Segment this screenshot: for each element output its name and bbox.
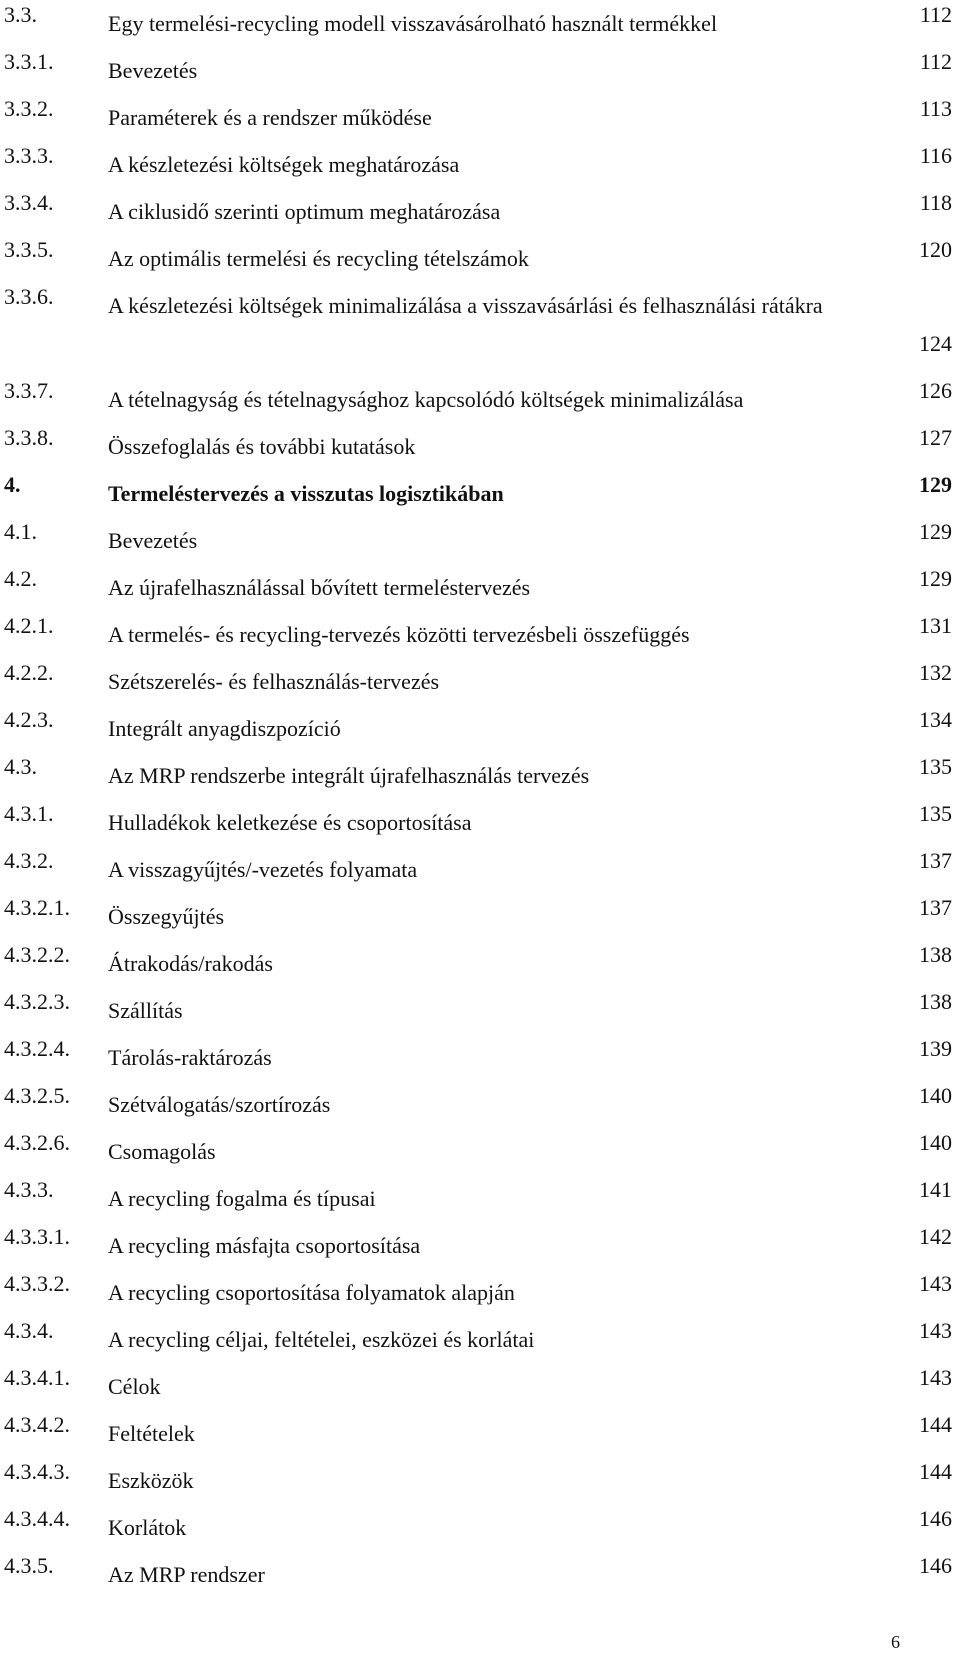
toc-entry-number: 4.2.1. — [4, 613, 54, 638]
toc-entry-title: A készletezési költségek meghatározása — [108, 152, 460, 177]
toc-entry-number: 3.3.7. — [4, 378, 54, 403]
toc-entry-title: Az MRP rendszerbe integrált újrafelhasználás tervezés — [108, 763, 590, 788]
toc-entry-title: Tárolás-raktározás — [108, 1045, 272, 1070]
toc-entry[interactable] — [0, 235, 960, 282]
toc-entry-number: 4.3.4.2. — [4, 1412, 70, 1437]
toc-entry-page: 118 — [919, 190, 952, 215]
toc-entry-number: 4.3.3.1. — [4, 1224, 70, 1249]
toc-entry-number: 4.2.3. — [4, 707, 54, 732]
toc-entry-title: A recycling másfajta csoportosítása — [108, 1233, 421, 1258]
toc-entry-page: 135 — [919, 754, 952, 779]
toc-entry-title: Korlátok — [108, 1515, 187, 1540]
page-number: 6 — [891, 1632, 900, 1652]
toc-entry-page: 143 — [919, 1365, 952, 1390]
toc-entry[interactable] — [0, 752, 960, 799]
toc-entry-page: 129 — [919, 472, 952, 497]
toc-entry-number: 4.3.1. — [4, 801, 54, 826]
toc-entry-title: Az újrafelhasználással bővített termeléstervezés — [108, 575, 531, 600]
toc-entry[interactable] — [0, 658, 960, 705]
toc-entry-number: 4.3.3.2. — [4, 1271, 70, 1296]
toc-entry[interactable] — [0, 1457, 960, 1504]
toc-entry-title: Termeléstervezés a visszutas logisztikában — [108, 481, 504, 506]
toc-entry-title: A termelés- és recycling-tervezés közötti tervezésbeli összefüggés — [108, 622, 690, 647]
toc-entry-page: 144 — [919, 1459, 952, 1484]
toc-entry[interactable] — [0, 1269, 960, 1316]
toc-entry[interactable] — [0, 1551, 960, 1598]
toc-entry-number: 4.3.4.1. — [4, 1365, 70, 1390]
toc-entry-page: 143 — [919, 1271, 952, 1296]
toc-entry-page: 138 — [919, 989, 952, 1014]
toc-entry[interactable] — [0, 47, 960, 94]
toc-entry[interactable] — [0, 1222, 960, 1269]
toc-entry-title: A készletezési költségek minimalizálása a visszavásárlási és felhasználási rátákra — [108, 293, 823, 318]
toc-entry[interactable] — [0, 611, 960, 658]
toc-entry[interactable] — [0, 893, 960, 940]
toc-entry-title: Integrált anyagdiszpozíció — [108, 716, 341, 741]
toc-entry-number: 3.3.8. — [4, 425, 54, 450]
toc-entry-page: 146 — [919, 1506, 952, 1531]
toc-entry-title: Szétválogatás/szortírozás — [108, 1092, 331, 1117]
toc-entry-title: Feltételek — [108, 1421, 195, 1446]
toc-entry-number: 3.3.3. — [4, 143, 54, 168]
toc-entry[interactable] — [0, 1504, 960, 1551]
toc-entry-number: 3.3.5. — [4, 237, 54, 262]
toc-entry-number: 4.3.2.5. — [4, 1083, 70, 1108]
toc-entry-title: Szállítás — [108, 998, 183, 1023]
toc-entry[interactable] — [0, 564, 960, 611]
toc-entry-title: Szétszerelés- és felhasználás-tervezés — [108, 669, 440, 694]
toc-entry-page: 137 — [919, 895, 952, 920]
toc-entry-title: Összefoglalás és további kutatások — [108, 434, 416, 459]
toc-entry-title: A recycling céljai, feltételei, eszközei és korlátai — [108, 1327, 535, 1352]
toc-entry-number: 4.3.2. — [4, 848, 54, 873]
toc-entry[interactable] — [0, 282, 960, 376]
toc-entry-page: 142 — [919, 1224, 952, 1249]
toc-chapter-entry[interactable] — [0, 470, 960, 517]
toc-entry-number: 4.2.2. — [4, 660, 54, 685]
toc-entry-number: 4.3.4. — [4, 1318, 54, 1343]
toc-entry-title: Az MRP rendszer — [108, 1562, 265, 1587]
toc-entry-page: 141 — [919, 1177, 952, 1202]
toc-entry-title: A recycling fogalma és típusai — [108, 1186, 376, 1211]
toc-entry-number: 4.3.2.4. — [4, 1036, 70, 1061]
toc-entry-title: Átrakodás/rakodás — [108, 951, 273, 976]
toc-entry-page: 132 — [919, 660, 952, 685]
toc-entry[interactable] — [0, 0, 960, 47]
toc-entry-number: 4. — [4, 472, 21, 497]
toc-entry-number: 3.3.4. — [4, 190, 54, 215]
toc-entry[interactable] — [0, 376, 960, 423]
toc-entry-page: 134 — [919, 707, 952, 732]
toc-entry-number: 4.2. — [4, 566, 37, 591]
toc-entry-title: Csomagolás — [108, 1139, 216, 1164]
toc-entry[interactable] — [0, 141, 960, 188]
toc-entry-number: 3.3. — [4, 2, 37, 27]
toc-entry-page: 137 — [919, 848, 952, 873]
toc-entry[interactable] — [0, 1363, 960, 1410]
toc-entry-title: Célok — [108, 1374, 161, 1399]
toc-entry-page: 126 — [919, 378, 952, 403]
toc-entry[interactable] — [0, 1410, 960, 1457]
toc-entry-number: 4.3.2.2. — [4, 942, 70, 967]
toc-entry[interactable] — [0, 94, 960, 141]
toc-entry[interactable] — [0, 1128, 960, 1175]
toc-entry-number: 4.3.3. — [4, 1177, 54, 1202]
toc-entry-page: 127 — [919, 425, 952, 450]
toc-entry[interactable] — [0, 705, 960, 752]
toc-entry[interactable] — [0, 846, 960, 893]
toc-entry-page: 112 — [919, 49, 952, 74]
toc-entry-page: 129 — [919, 566, 952, 591]
toc-entry-title: A tételnagyság és tételnagysághoz kapcsolódó költségek minimalizálása — [108, 387, 744, 412]
toc-entry-page: 140 — [919, 1083, 952, 1108]
toc-entry[interactable] — [0, 188, 960, 235]
toc-entry-number: 4.3.4.4. — [4, 1506, 70, 1531]
toc-entry[interactable] — [0, 423, 960, 470]
toc-entry-number: 3.3.6. — [4, 284, 54, 309]
toc-entry-page: 120 — [919, 237, 952, 262]
toc-entry-page: 144 — [919, 1412, 952, 1437]
toc-entry-page: 139 — [919, 1036, 952, 1061]
toc-entry-title: Hulladékok keletkezése és csoportosítása — [108, 810, 472, 835]
toc-entry[interactable] — [0, 799, 960, 846]
toc-entry-page: 131 — [919, 613, 952, 638]
toc-entry-number: 4.3.2.1. — [4, 895, 70, 920]
toc-entry-page: 129 — [919, 519, 952, 544]
toc-entry-page: 135 — [919, 801, 952, 826]
toc-entry-title: Eszközök — [108, 1468, 194, 1493]
toc-entry-page: 113 — [919, 96, 952, 121]
toc-entry-title: Bevezetés — [108, 528, 198, 553]
toc-entry-number: 4.3.4.3. — [4, 1459, 70, 1484]
toc-entry-page: 146 — [919, 1553, 952, 1578]
toc-entry-title: A recycling csoportosítása folyamatok alapján — [108, 1280, 515, 1305]
toc-entry[interactable] — [0, 517, 960, 564]
toc-entry-title: Paraméterek és a rendszer működése — [108, 105, 432, 130]
toc-entry[interactable] — [0, 1034, 960, 1081]
toc-entry-title: Egy termelési-recycling modell visszavásárolható használt termékkel — [108, 11, 718, 36]
toc-entry-page: 116 — [919, 143, 952, 168]
toc-entry-title: A ciklusidő szerinti optimum meghatározása — [108, 199, 501, 224]
toc-entry[interactable] — [0, 940, 960, 987]
toc-entry-number: 3.3.2. — [4, 96, 54, 121]
toc-entry[interactable] — [0, 1081, 960, 1128]
toc-entry-title: A visszagyűjtés/-vezetés folyamata — [108, 857, 418, 882]
toc-entry-title: Az optimális termelési és recycling tételszámok — [108, 246, 529, 271]
toc-entry-number: 4.3.5. — [4, 1553, 54, 1578]
toc-entry[interactable] — [0, 1175, 960, 1222]
toc-entry-title: Összegyűjtés — [108, 904, 225, 929]
toc-entry[interactable] — [0, 987, 960, 1034]
toc-entry-number: 3.3.1. — [4, 49, 54, 74]
toc-entry-page: 138 — [919, 942, 952, 967]
toc-entry-number: 4.1. — [4, 519, 37, 544]
toc-entry[interactable] — [0, 1316, 960, 1363]
toc-entry-number: 4.3. — [4, 754, 37, 779]
toc-entry-page: 124 — [919, 331, 952, 356]
toc-entry-page: 140 — [919, 1130, 952, 1155]
toc-entry-number: 4.3.2.3. — [4, 989, 70, 1014]
toc-entry-page: 112 — [919, 2, 952, 27]
toc-entry-title: Bevezetés — [108, 58, 198, 83]
toc-entry-number: 4.3.2.6. — [4, 1130, 70, 1155]
toc-entry-page: 143 — [919, 1318, 952, 1343]
